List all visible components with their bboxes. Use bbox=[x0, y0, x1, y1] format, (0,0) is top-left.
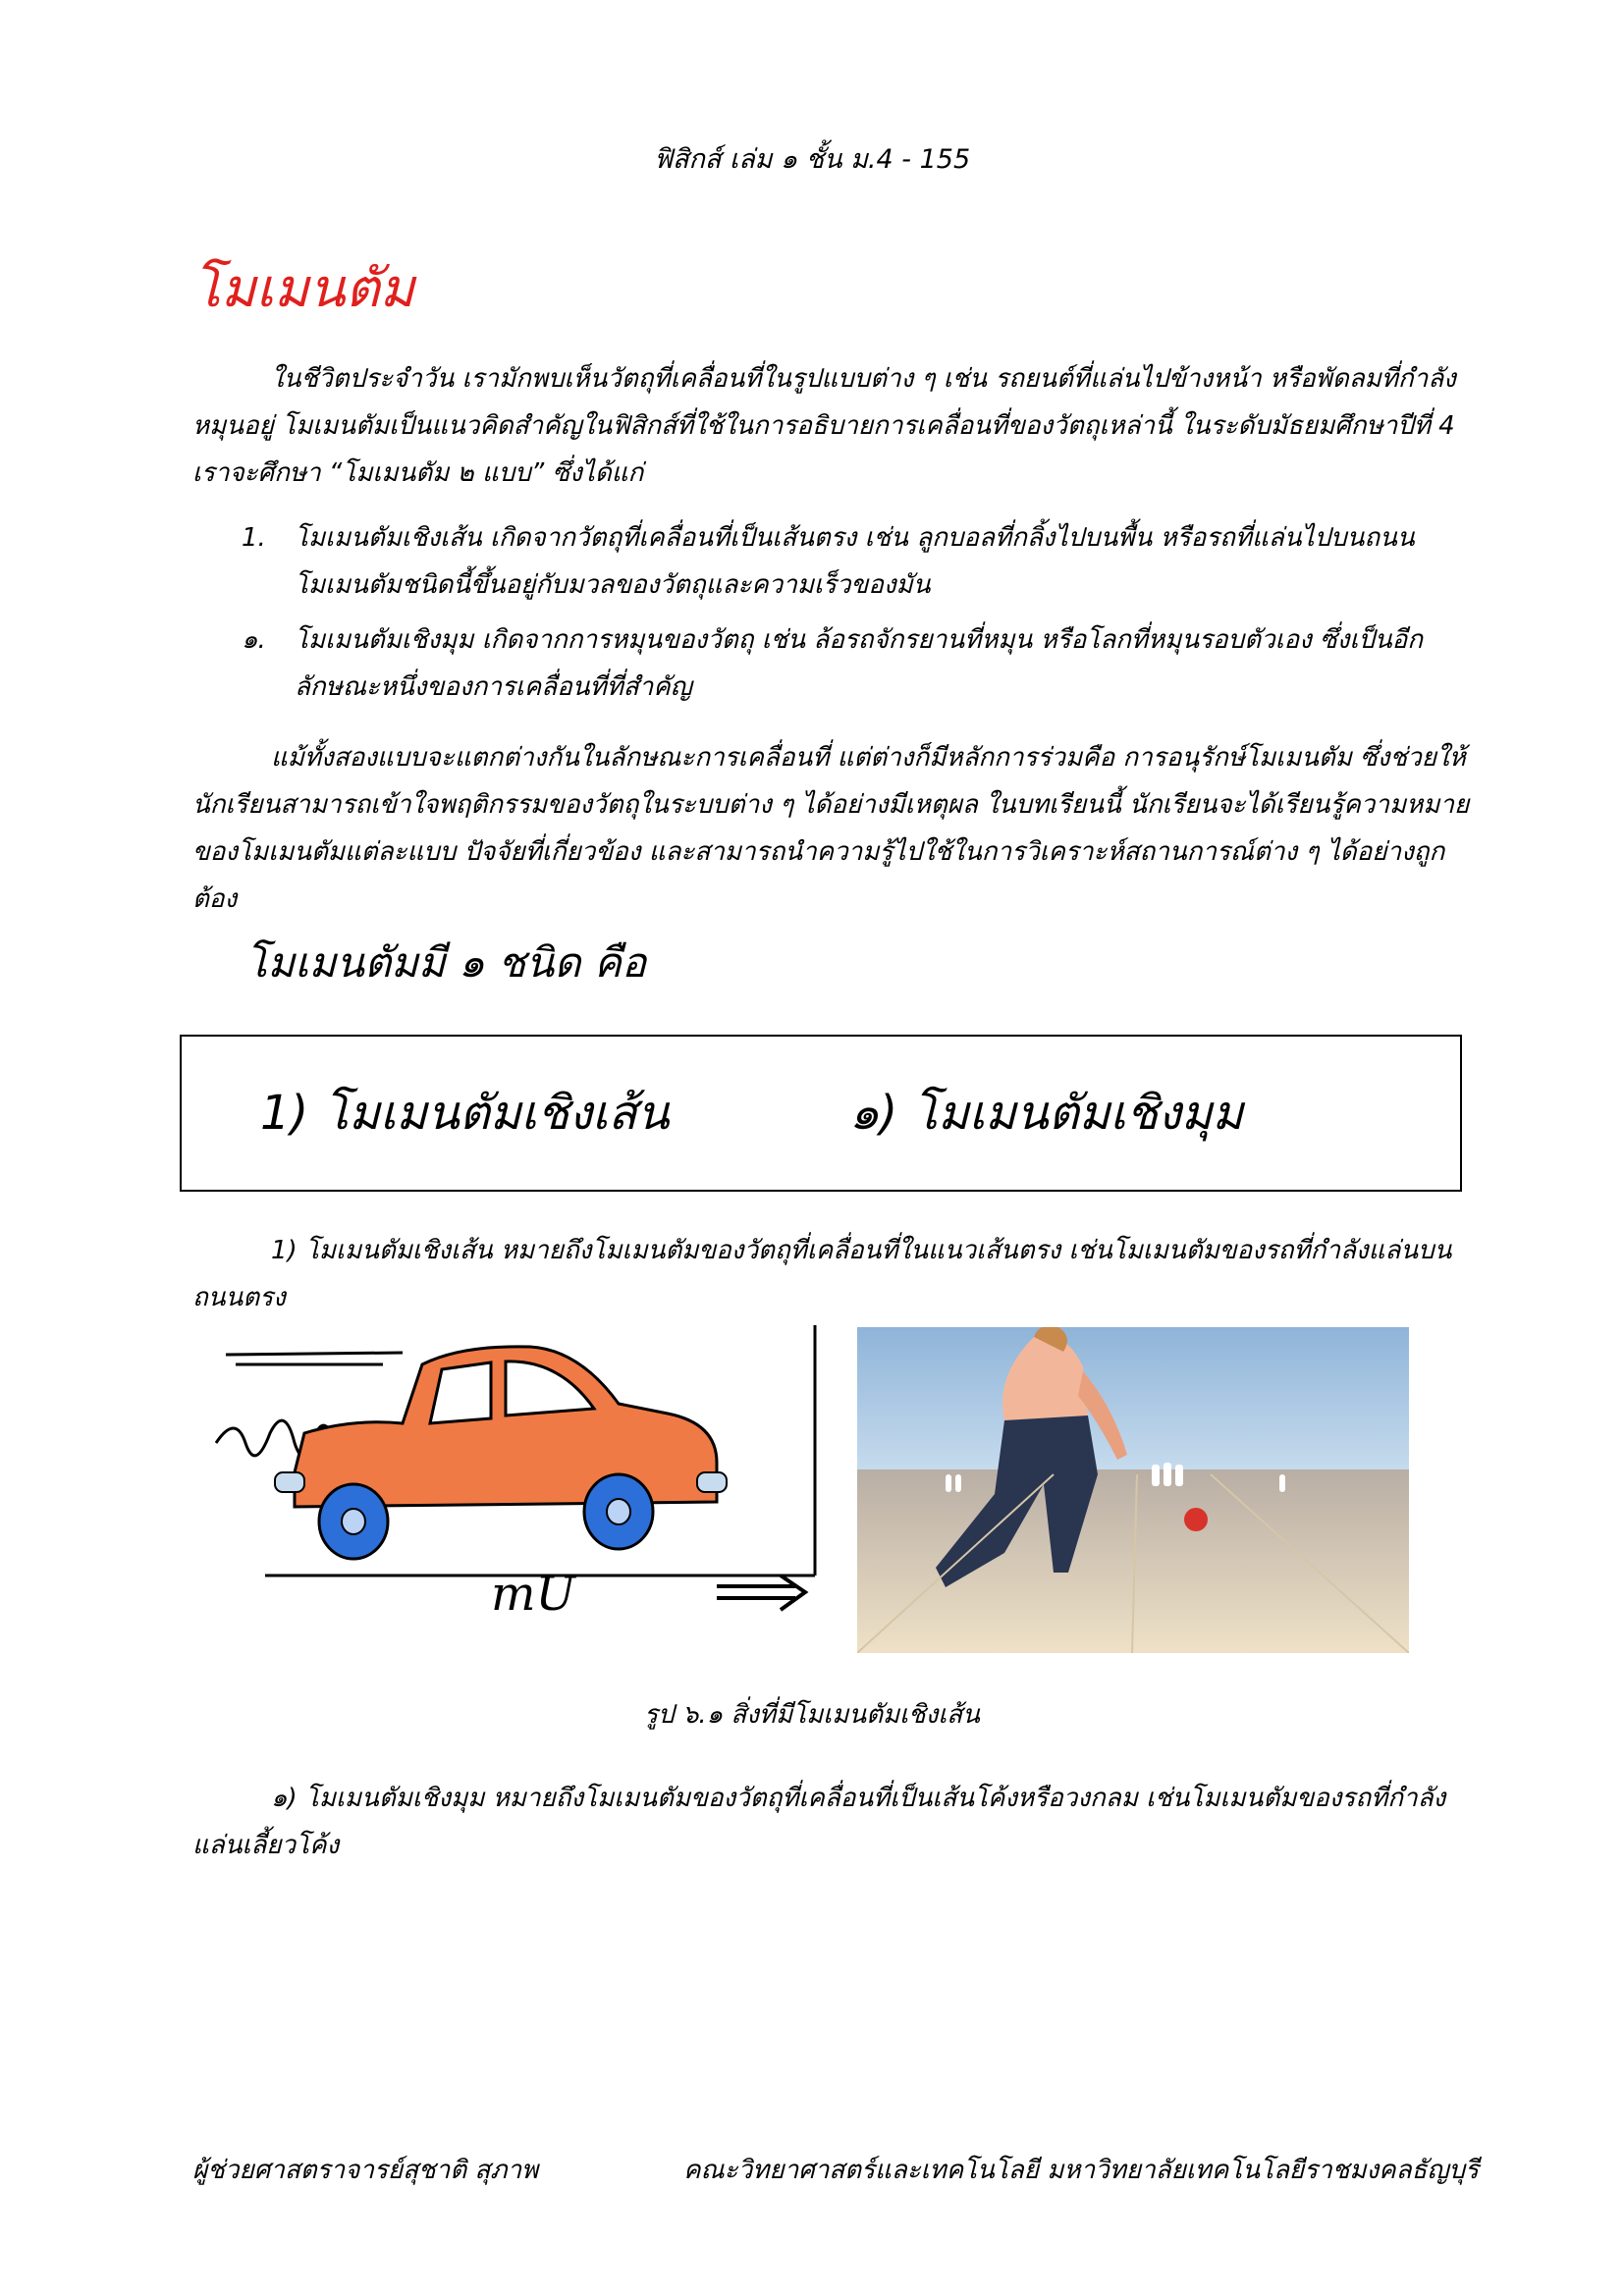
momentum-types-list bbox=[192, 514, 1479, 719]
speed-line-top bbox=[226, 1353, 403, 1355]
types-box bbox=[180, 1035, 1462, 1192]
car-momentum-label: mU bbox=[491, 1567, 575, 1620]
list-item-number: 1. bbox=[242, 523, 266, 553]
list-item-text: โมเมนตัมเชิงเส้น เกิดจากวัตถุที่เคลื่อนที่เป็นเส้นตรง เช่น ลูกบอลที่กลิ้งไปบนพื้น หรือรถที่แล่นไปบนถนน โมเมนตัมชนิดนี้ขึ้นอยู่กับมวลของวัตถุและความเร็วของมัน bbox=[295, 523, 1415, 600]
list-item bbox=[192, 514, 1479, 609]
list-item-number: ๑. bbox=[242, 625, 266, 655]
bowling-wall bbox=[857, 1327, 1409, 1474]
list-item-text: โมเมนตัมเชิงมุม เกิดจากการหมุนของวัตถุ เช่น ล้อรถจักรยานที่หมุน หรือโลกที่หมุนรอบตัวเอง ซึ่งเป็นอีกลักษณะหนึ่งของการเคลื่อนที่ที่สำคัญ bbox=[295, 625, 1423, 702]
footer-institution: คณะวิทยาศาสตร์และเทคโนโลยี มหาวิทยาลัยเทคโนโลยีราชมงคลธัญบุรี bbox=[683, 2156, 1479, 2185]
figure-caption: รูป ๖.๑ สิ่งที่มีโมเมนตัมเชิงเส้น bbox=[644, 1700, 980, 1730]
car-illustration bbox=[206, 1325, 835, 1620]
intro-paragraph: ในชีวิตประจำวัน เรามักพบเห็นวัตถุที่เคลื่อนที่ในรูปแบบต่าง ๆ เช่น รถยนต์ที่แล่นไปข้างหน้า หรือพัดลมที่กำลังหมุนอยู่ โมเมนตัมเป็นแนวคิดสำคัญในฟิสิกส์ที่ใช้ในการอธิบายการเคลื่อนที่ของวัตถุเหล่านี้ ในระดับมัธยมศึกษาปีที่ 4 เราจะศึกษา “โมเมนตัม ๒ แบบ” ซึ่งได้แก่ bbox=[192, 364, 1456, 488]
car-bumper-rear bbox=[697, 1472, 727, 1492]
car-bumper-front bbox=[275, 1472, 304, 1492]
footer-author: ผู้ช่วยศาสตราจารย์สุชาติ สุภาพ bbox=[192, 2156, 539, 2185]
bowling-ball bbox=[1184, 1508, 1208, 1531]
angular-definition: ๑) โมเมนตัมเชิงมุม หมายถึงโมเมนตัมของวัตถุที่เคลื่อนที่เป็นเส้นโค้งหรือวงกลม เช่นโมเมนตัมของรถที่กำลังแล่นเลี้ยวโค้ง bbox=[192, 1784, 1446, 1860]
box-item-angular: ๑) โมเมนตัมเชิงมุม bbox=[849, 1086, 1244, 1141]
page-title: โมเมนตัม bbox=[192, 257, 415, 319]
page-header: ฟิสิกส์ เล่ม ๑ ชั้น ม.4 - 155 bbox=[653, 144, 971, 175]
bowling-photo bbox=[857, 1327, 1409, 1653]
conservation-paragraph: แม้ทั้งสองแบบจะแตกต่างกันในลักษณะการเคลื่อนที่ แต่ต่างก็มีหลักการร่วมคือ การอนุรักษ์โมเมนตัม ซึ่งช่วยให้นักเรียนสามารถเข้าใจพฤติกรรมของวัตถุในระบบต่าง ๆ ได้อย่างมีเหตุผล ในบทเรียนนี้ นักเรียนจะได้เรียนรู้ความหมายของโมเมนตัมแต่ละแบบ ปัจจัยที่เกี่ยวข้อง และสามารถนำความรู้ไปใช้ในการวิเคราะห์สถานการณ์ต่าง ๆ ได้อย่างถูกต้อง bbox=[192, 743, 1470, 914]
types-subheading: โมเมนตัมมี ๑ ชนิด คือ bbox=[245, 938, 647, 987]
car-body bbox=[275, 1347, 727, 1559]
linear-definition: 1) โมเมนตัมเชิงเส้น หมายถึงโมเมนตัมของวัตถุที่เคลื่อนที่ในแนวเส้นตรง เช่นโมเมนตัมของรถที่กำลังแล่นบนถนนตรง bbox=[192, 1236, 1452, 1312]
motion-arrow bbox=[717, 1575, 805, 1610]
box-item-linear: 1) โมเมนตัมเชิงเส้น bbox=[260, 1086, 670, 1141]
list-item bbox=[192, 616, 1479, 711]
